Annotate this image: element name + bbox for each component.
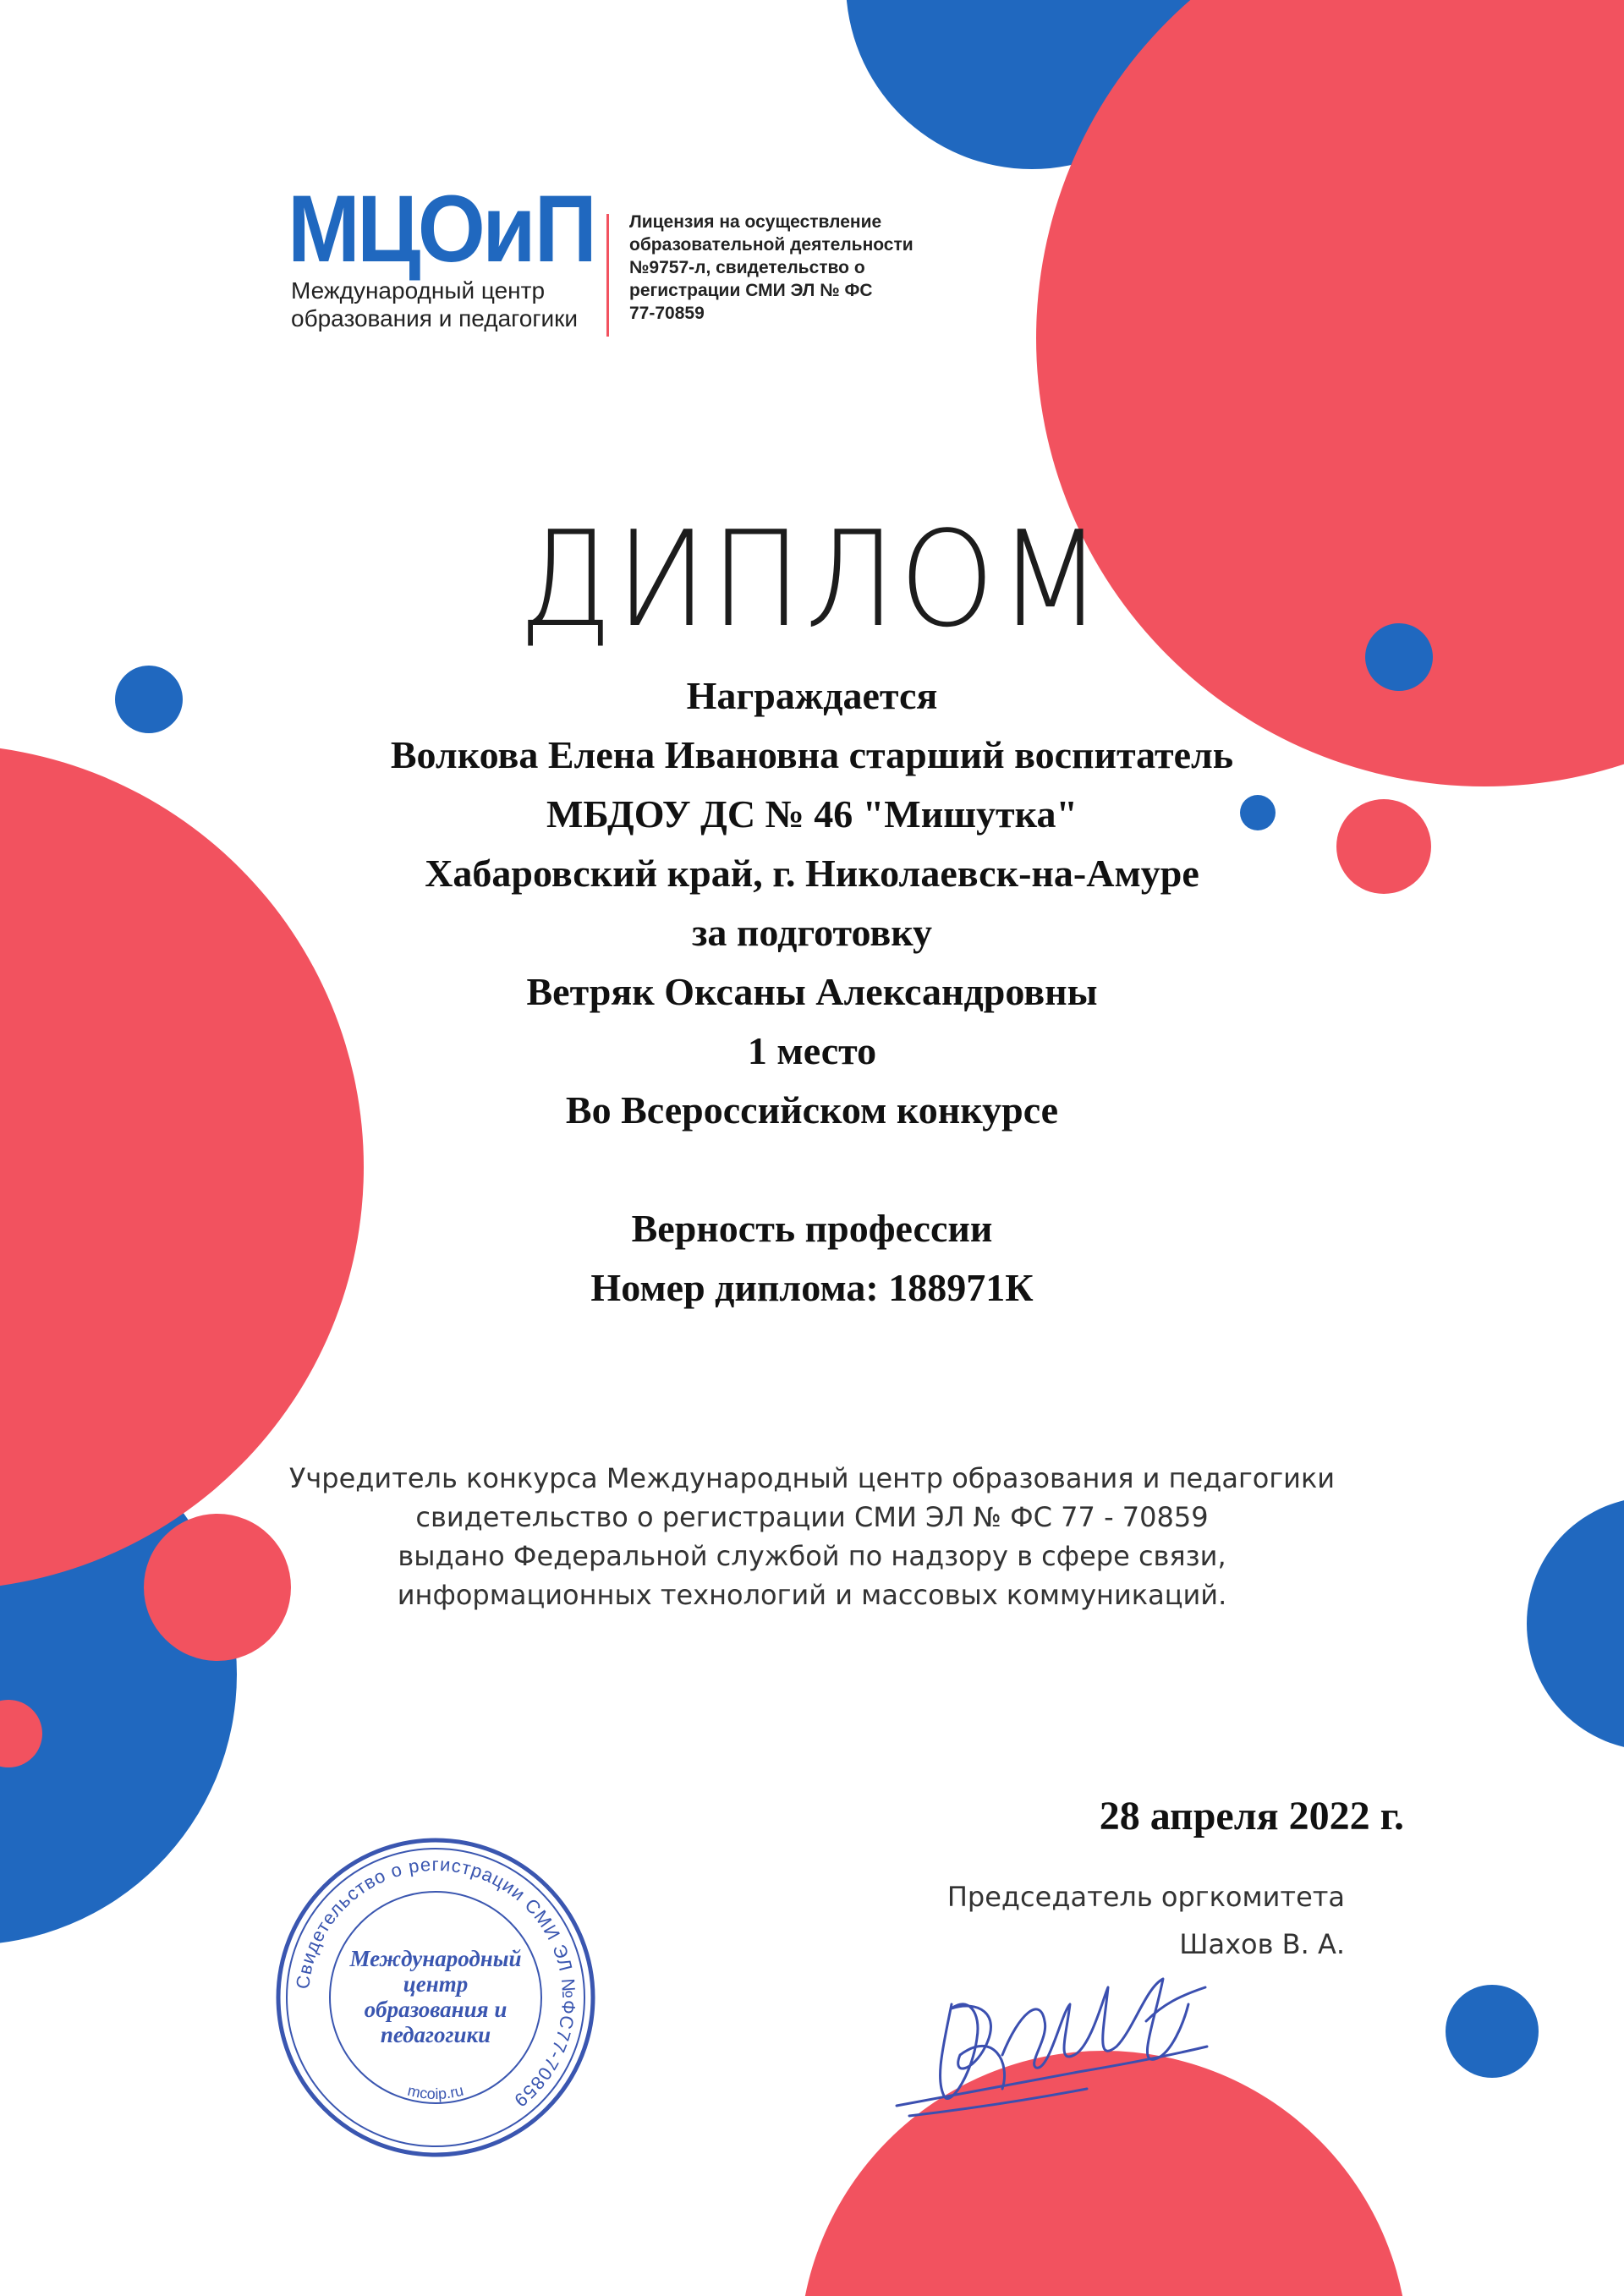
license-line: 77-70859 — [629, 304, 705, 323]
seal-center-line: педагогики — [380, 2022, 491, 2047]
seal-ring-text: Свидетельство о регистрации СМИ ЭЛ №ФС77-70859 — [292, 1853, 580, 2112]
award-line: Волкова Елена Ивановна старший воспитатель — [390, 733, 1234, 776]
logo-divider — [606, 214, 609, 337]
founder-line: Учредитель конкурса Международный центр образования и педагогики — [288, 1462, 1336, 1494]
organization-logo — [288, 176, 930, 334]
license-line: Лицензия на осуществление — [629, 212, 882, 232]
logo-name-line: образования и педагогики — [291, 305, 579, 332]
deco-dot-blue-left — [115, 666, 183, 733]
logo-abbr-accent: иП — [482, 176, 595, 282]
logo-abbr-main: МЦО — [288, 176, 483, 282]
award-line: 1 место — [747, 1029, 877, 1072]
signatory-name: Шахов В. А. — [1179, 1928, 1345, 1960]
license-info — [629, 211, 934, 325]
award-line: Награждается — [686, 674, 938, 717]
deco-dot-blue-bottom-right — [1446, 1985, 1539, 2078]
logo-abbreviation — [288, 176, 595, 282]
signatory-title: Председатель оргкомитета — [946, 1881, 1345, 1913]
diploma-number: Номер диплома: 188971К — [590, 1266, 1034, 1309]
award-line: МБДОУ ДС № 46 "Мишутка" — [546, 792, 1078, 836]
award-line: Ветряк Оксаны Александровны — [526, 970, 1098, 1013]
organization-seal — [271, 1833, 601, 2162]
diploma-title: ДИПЛОМ — [518, 502, 1106, 656]
svg-text:mcoip.ru — [406, 2082, 465, 2102]
seal-center-line: центр — [403, 1971, 469, 1997]
license-line: регистрации СМИ ЭЛ № ФС — [629, 281, 873, 300]
logo-name-line: Международный центр — [291, 277, 546, 304]
spacer — [220, 1140, 1404, 1199]
seal-center-line: Международный — [349, 1946, 522, 1971]
award-line: Хабаровский край, г. Николаевск-на-Амуре — [425, 852, 1199, 895]
founder-line: информационных технологий и массовых коммуникаций. — [397, 1579, 1227, 1611]
contest-name: Верность профессии — [631, 1207, 993, 1250]
founder-line: свидетельство о регистрации СМИ ЭЛ № ФС 77 - 70859 — [415, 1501, 1209, 1533]
logo-full-name — [291, 277, 595, 332]
deco-circle-blue-right — [1527, 1497, 1624, 1751]
seal-website: mcoip.ru — [406, 2081, 465, 2103]
award-line: Во Всероссийском конкурсе — [565, 1088, 1059, 1132]
license-line: №9757-л, свидетельство о — [629, 258, 865, 277]
seal-center-line: образования и — [364, 1997, 508, 2022]
signature-image — [892, 1928, 1214, 2123]
issue-date: 28 апреля 2022 г. — [1099, 1794, 1404, 1838]
award-line: за подготовку — [691, 911, 933, 954]
founder-line: выдано Федеральной службой по надзору в сфере связи, — [398, 1540, 1226, 1572]
license-line: образовательной деятельности — [629, 235, 914, 255]
founder-info — [203, 1459, 1421, 1614]
award-text — [220, 666, 1404, 1318]
